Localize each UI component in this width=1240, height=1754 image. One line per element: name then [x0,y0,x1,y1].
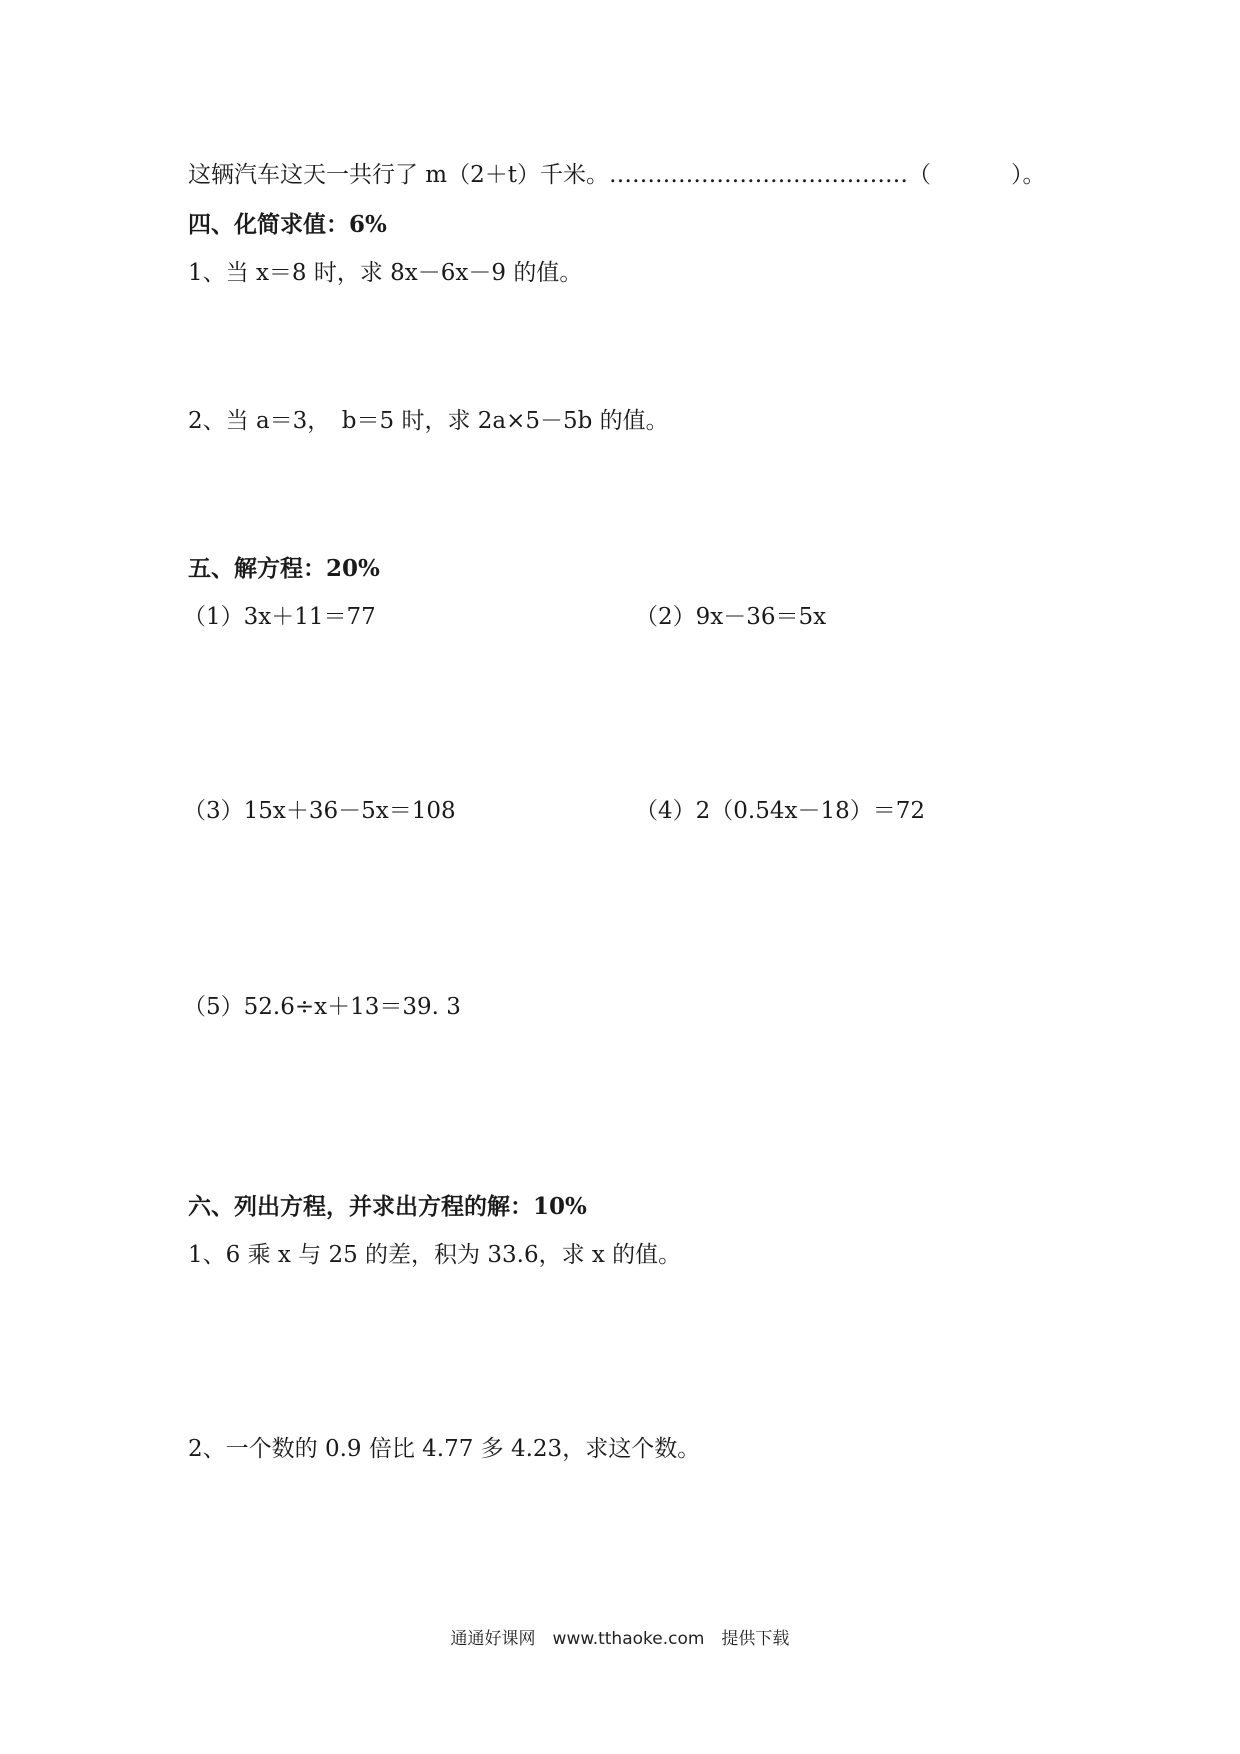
equation-3: （3）15x＋36－5x＝108 [183,798,456,824]
section-6-heading: 六、列出方程，并求出方程的解：10% [188,1193,587,1220]
equation-5: （5）52.6÷x＋13＝39. 3 [183,994,461,1020]
section-4-question-1: 1、当 x＝8 时，求 8x－6x－9 的值。 [188,260,583,286]
judgment-statement-text: 这辆汽车这天一共行了 m（2＋t）千米。…………………………………（ [188,162,931,188]
page-footer: 通通好课网 www.tthaoke.com 提供下载 [450,1629,790,1649]
section-4-heading: 四、化简求值：6% [188,211,387,238]
section-5-heading: 五、解方程：20% [188,555,380,582]
equation-4: （4）2（0.54x－18）＝72 [635,798,925,824]
equation-1: （1）3x＋11＝77 [183,604,376,630]
section-6-question-1: 1、6 乘 x 与 25 的差，积为 33.6，求 x 的值。 [188,1242,682,1268]
equation-2: （2）9x－36＝5x [635,604,827,630]
section-6-question-2: 2、一个数的 0.9 倍比 4.77 多 4.23，求这个数。 [188,1436,701,1462]
judgment-statement [188,160,1046,190]
judgment-statement-close: ）。 [1011,162,1046,188]
section-4-question-2: 2、当 a＝3， b＝5 时，求 2a×5－5b 的值。 [188,408,669,434]
